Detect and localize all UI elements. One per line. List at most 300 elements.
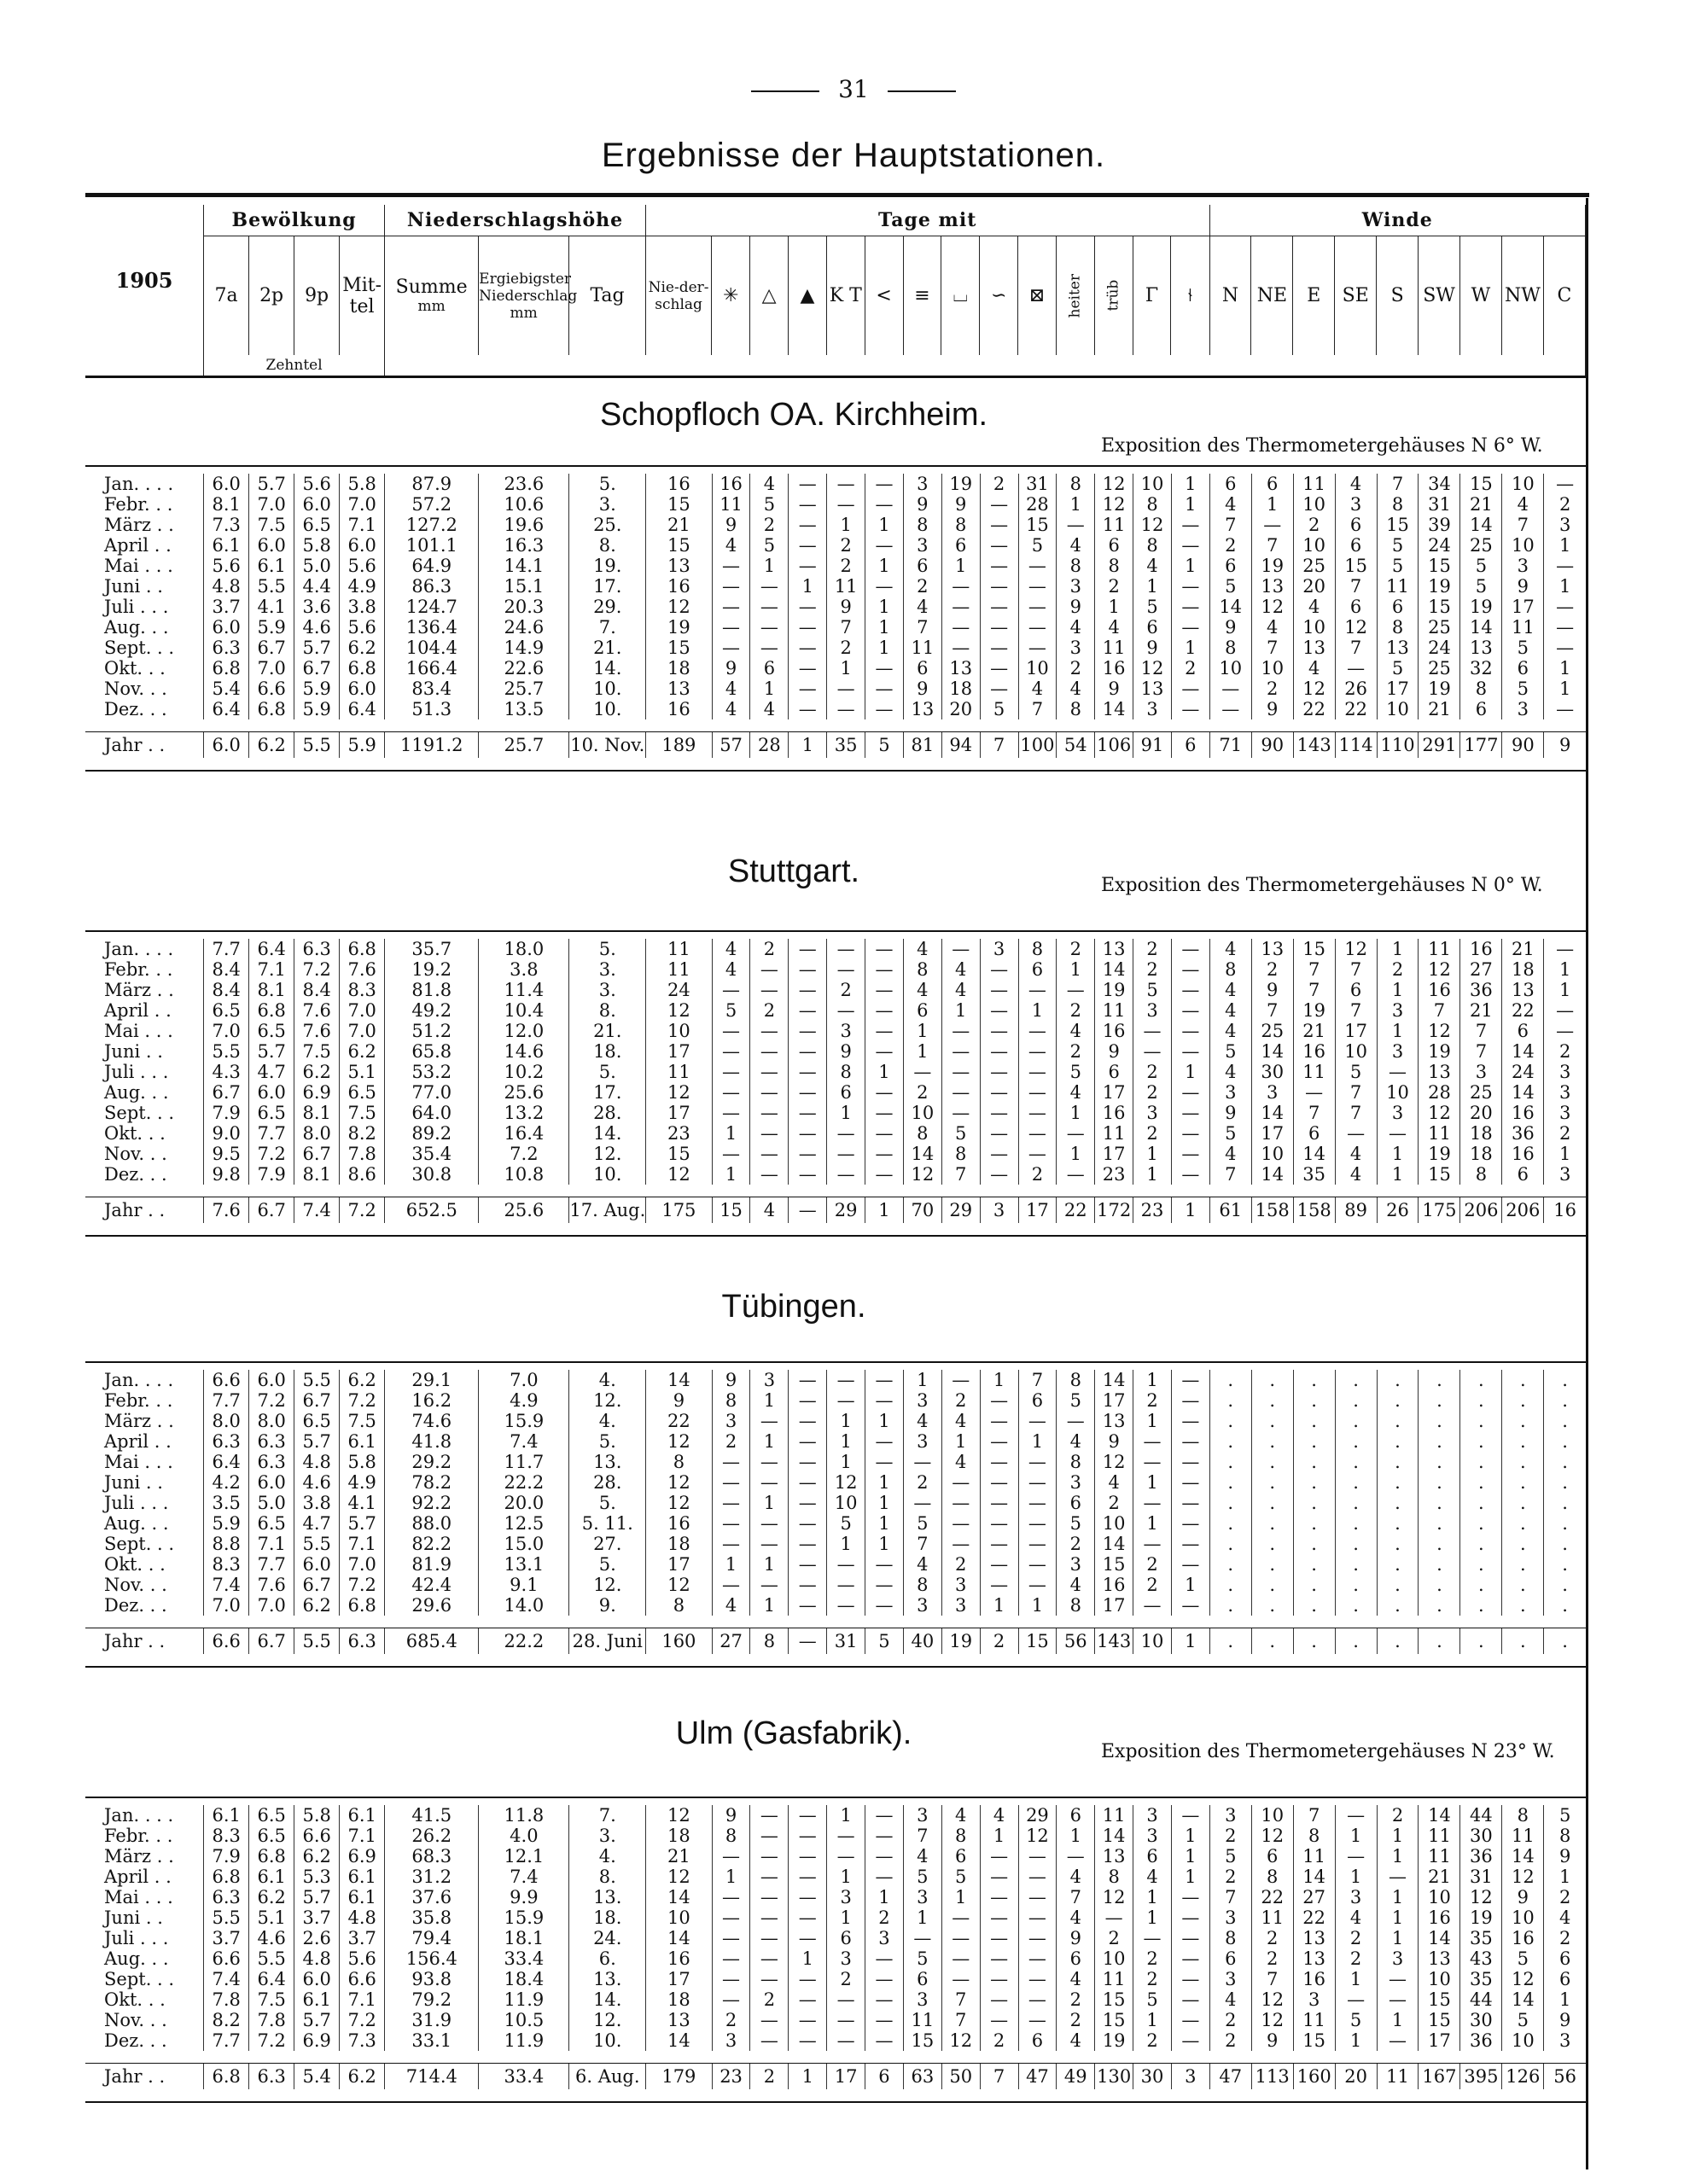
table-cell: — (865, 474, 904, 494)
table-cell: 8.1 (204, 494, 249, 515)
table-cell: 4.8 (204, 576, 249, 597)
table-cell: 3 (1209, 1082, 1251, 1103)
table-cell: 1 (1544, 678, 1586, 699)
table-cell: 1 (712, 1123, 750, 1144)
table-cell: . (1377, 1472, 1419, 1493)
month-label: Nov. . . (104, 678, 167, 699)
table-cell: 1 (1018, 1000, 1057, 1021)
table-cell: 15.0 (479, 1534, 569, 1554)
table-row (85, 658, 1586, 678)
table-row (85, 556, 1586, 576)
table-cell: . (1502, 1595, 1544, 1616)
table-cell: 22 (1293, 699, 1335, 719)
table-cell: . (1335, 1390, 1377, 1411)
table-cell: — (980, 1164, 1018, 1185)
table-cell: 2 (1133, 1575, 1172, 1595)
table-cell: 10 (1095, 1513, 1133, 1534)
table-cell: . (1377, 1431, 1419, 1452)
table-cell: 4 (1095, 617, 1133, 638)
table-cell: 10 (1502, 474, 1544, 494)
table-cell: 10. (569, 699, 646, 719)
table-cell: 14 (646, 1887, 712, 1907)
table-cell: 17 (646, 1969, 712, 1989)
table-cell: . (1209, 1628, 1251, 1655)
jahr-label: Jahr . . (85, 1197, 204, 1224)
month-label: Juli . . . (104, 1928, 169, 1948)
table-cell: — (712, 1846, 750, 1867)
table-cell: 12 (646, 1805, 712, 1826)
table-cell: 50 (941, 2064, 980, 2090)
table-cell: 20 (1460, 1103, 1502, 1123)
table-cell: 35 (827, 732, 865, 759)
table-cell: 4 (941, 980, 980, 1000)
table-cell: — (1171, 617, 1209, 638)
month-label: März . . (104, 515, 174, 535)
table-cell: 7.4 (479, 1431, 569, 1452)
table-cell: 9 (1544, 732, 1586, 759)
table-cell: — (712, 1082, 750, 1103)
month-label: März . . (104, 1411, 174, 1431)
table-cell: 179 (646, 2064, 712, 2090)
table-cell: 4 (980, 1805, 1018, 1826)
table-cell: 5.7 (249, 1041, 294, 1062)
table-cell: — (712, 576, 750, 597)
table-cell: 9 (1251, 2030, 1293, 2051)
table-cell: 6.8 (204, 1867, 249, 1887)
table-cell: . (1377, 1411, 1419, 1431)
table-cell: 10 (1209, 658, 1251, 678)
table-row (85, 2030, 1586, 2051)
table-cell: 11 (1095, 515, 1133, 535)
table-cell: — (865, 1452, 904, 1472)
table-cell: — (827, 1989, 865, 2010)
table-cell: 4 (1335, 1907, 1377, 1928)
table-cell: — (1171, 597, 1209, 617)
table-cell: — (865, 1103, 904, 1123)
jahr-label: Jahr . . (85, 1628, 204, 1655)
table-cell: . (1502, 1493, 1544, 1513)
table-cell: 12.0 (479, 1021, 569, 1041)
table-cell: 13. (569, 1887, 646, 1907)
table-cell: — (789, 1370, 827, 1390)
table-cell: 9.1 (479, 1575, 569, 1595)
table-cell: 2 (1095, 1928, 1133, 1948)
table-cell: 4 (941, 1452, 980, 1472)
table-cell: — (827, 1826, 865, 1846)
table-cell: 2 (1251, 1948, 1293, 1969)
table-cell: 7.0 (249, 1595, 294, 1616)
table-cell: 7 (980, 732, 1018, 759)
table-cell: . (1335, 1628, 1377, 1655)
table-cell: 10 (1419, 1887, 1460, 1907)
table-cell: 1 (1095, 597, 1133, 617)
table-cell: — (1377, 1989, 1419, 2010)
month-label: Mai . . . (104, 556, 173, 576)
table-cell: 1 (1544, 1867, 1586, 1887)
table-row (85, 1472, 1586, 1493)
table-cell: 189 (646, 732, 712, 759)
table-cell: — (789, 1575, 827, 1595)
table-cell: — (1057, 1846, 1095, 1867)
table-cell: 4 (1209, 494, 1251, 515)
table-cell: 14 (1460, 617, 1502, 638)
table-cell: 6 (903, 1969, 941, 1989)
table-cell: 4 (1057, 1907, 1095, 1928)
table-cell: — (941, 1062, 980, 1082)
table-cell: 8.0 (204, 1411, 249, 1431)
table-cell: — (980, 1062, 1018, 1082)
month-label: Okt. . . (104, 1989, 166, 2010)
table-cell: . (1460, 1452, 1502, 1472)
table-cell: 14 (903, 1144, 941, 1164)
table-cell: — (750, 1041, 789, 1062)
table-cell: — (789, 1867, 827, 1887)
table-cell: 12 (646, 1000, 712, 1021)
table-cell: 25 (1460, 535, 1502, 556)
table-cell: 78.2 (385, 1472, 479, 1493)
table-cell: 12 (1251, 1989, 1293, 2010)
table-cell: 6 (1095, 535, 1133, 556)
table-cell: 17 (1018, 1197, 1057, 1224)
table-cell: 1 (865, 1197, 904, 1224)
table-cell: 7.7 (249, 1554, 294, 1575)
table-cell: 1 (712, 1554, 750, 1575)
table-cell: 25 (1460, 1082, 1502, 1103)
col-fog: ≡ (903, 236, 941, 356)
table-cell: 1 (750, 556, 789, 576)
table-cell: 7.8 (340, 1144, 385, 1164)
table-cell: — (789, 597, 827, 617)
table-cell: — (750, 2010, 789, 2030)
table-cell: — (789, 1846, 827, 1867)
table-cell: 18 (646, 1989, 712, 2010)
table-cell: — (750, 1846, 789, 1867)
table-cell: 11 (1095, 638, 1133, 658)
table-cell: 1 (1544, 959, 1586, 980)
table-cell: 5.5 (249, 576, 294, 597)
table-cell: 2 (1133, 2030, 1172, 2051)
table-cell: . (1502, 1452, 1544, 1472)
table-cell: 6.3 (294, 939, 340, 959)
table-cell: . (1502, 1554, 1544, 1575)
table-cell: 7.0 (340, 1021, 385, 1041)
table-cell: 6.6 (204, 1628, 249, 1655)
table-cell: 8 (1502, 1805, 1544, 1826)
table-cell: 6 (1251, 474, 1293, 494)
table-cell: 3 (1057, 638, 1095, 658)
table-cell: 28. (569, 1103, 646, 1123)
column-header (85, 205, 1586, 376)
table-cell: 14 (1502, 1846, 1544, 1867)
table-cell: . (1377, 1370, 1419, 1390)
table-cell: 7.2 (294, 959, 340, 980)
table-cell: 4.7 (294, 1513, 340, 1534)
table-cell: . (1251, 1472, 1293, 1493)
table-cell: 19 (941, 474, 980, 494)
table-cell: 4 (750, 699, 789, 719)
table-cell: . (1460, 1472, 1502, 1493)
table-cell: 20 (1335, 2064, 1377, 2090)
table-cell: 160 (1293, 2064, 1335, 2090)
table-cell: 25.6 (479, 1197, 569, 1224)
table-cell: 3 (980, 939, 1018, 959)
table-cell: — (827, 1575, 865, 1595)
table-cell: — (865, 1575, 904, 1595)
table-cell: 11 (1293, 1062, 1335, 1082)
table-cell: — (980, 678, 1018, 699)
table-cell: — (865, 1805, 904, 1826)
month-label: März . . (104, 980, 174, 1000)
table-cell: 36 (1460, 980, 1502, 1000)
table-cell: 652.5 (385, 1197, 479, 1224)
table-cell: — (980, 980, 1018, 1000)
table-cell: 70 (903, 1197, 941, 1224)
col-frost: ⊠ (1018, 236, 1057, 356)
table-cell: 7 (1251, 535, 1293, 556)
table-cell: 3 (1293, 1989, 1335, 2010)
table-cell: 5.5 (204, 1907, 249, 1928)
table-cell: 17 (1419, 2030, 1460, 2051)
table-cell: 8.3 (204, 1826, 249, 1846)
table-cell: 5.9 (294, 699, 340, 719)
table-cell: . (1502, 1431, 1544, 1452)
table-cell: — (1171, 1431, 1209, 1452)
table-cell: . (1377, 1595, 1419, 1616)
table-cell: — (1171, 1472, 1209, 1493)
table-cell: 92.2 (385, 1493, 479, 1513)
table-cell: 1 (750, 1595, 789, 1616)
table-cell: — (1335, 1805, 1377, 1826)
table-cell: 4 (903, 1846, 941, 1867)
table-cell: . (1419, 1431, 1460, 1452)
table-cell: 32 (1460, 658, 1502, 678)
table-cell: — (865, 1000, 904, 1021)
table-cell: — (865, 1989, 904, 2010)
table-cell: — (980, 1082, 1018, 1103)
table-cell: — (750, 1887, 789, 1907)
table-cell: . (1251, 1554, 1293, 1575)
table-cell: 4.9 (479, 1390, 569, 1411)
table-cell: 14. (569, 1123, 646, 1144)
table-row (85, 1144, 1586, 1164)
table-cell: 12 (1095, 1452, 1133, 1472)
table-cell: 28. Juni (569, 1628, 646, 1655)
table-cell: 1 (1377, 1021, 1419, 1041)
table-cell: 9 (1544, 1846, 1586, 1867)
table-cell: 7.7 (204, 1390, 249, 1411)
month-label: Juni . . (104, 576, 163, 597)
table-cell: 1 (1018, 1595, 1057, 1616)
table-cell: 2 (1544, 1887, 1586, 1907)
table-cell: — (1057, 515, 1095, 535)
table-cell: 4.9 (340, 576, 385, 597)
month-label: Sept. . . (104, 1534, 175, 1554)
table-cell: 6 (1133, 1846, 1172, 1867)
table-cell: 22.2 (479, 1472, 569, 1493)
table-cell: — (789, 1021, 827, 1041)
table-cell: 27 (1293, 1887, 1335, 1907)
table-cell: . (1335, 1472, 1377, 1493)
table-cell: 5. (569, 1493, 646, 1513)
month-label: Aug. . . (104, 1082, 169, 1103)
table-cell: 28 (750, 732, 789, 759)
table-cell: — (1018, 1493, 1057, 1513)
table-cell: 18 (646, 1534, 712, 1554)
table-cell: 5.7 (294, 1887, 340, 1907)
table-cell: 1 (1133, 1164, 1172, 1185)
table-cell: 6.5 (249, 1103, 294, 1123)
table-cell: 8 (1377, 494, 1419, 515)
table-cell: 1 (1133, 1370, 1172, 1390)
table-cell: — (1018, 617, 1057, 638)
table-cell: 17 (1251, 1123, 1293, 1144)
table-cell: 12 (646, 1431, 712, 1452)
table-cell: 3 (903, 1390, 941, 1411)
table-cell: . (1544, 1370, 1586, 1390)
table-cell: 2 (1057, 939, 1095, 959)
table-cell: 81.8 (385, 980, 479, 1000)
table-cell: . (1335, 1370, 1377, 1390)
table-cell: — (712, 1103, 750, 1123)
table-cell: 18. (569, 1041, 646, 1062)
table-cell: — (865, 699, 904, 719)
table-cell: 1 (827, 1431, 865, 1452)
table-cell: — (1171, 1534, 1209, 1554)
table-cell: 7.2 (340, 2010, 385, 2030)
month-label: Febr. . . (104, 959, 173, 980)
table-cell: 7 (1251, 1000, 1293, 1021)
table-cell: 4.3 (204, 1062, 249, 1082)
table-cell: 3 (1209, 1805, 1251, 1826)
table-cell: — (865, 658, 904, 678)
table-cell: 7.2 (249, 1390, 294, 1411)
table-cell: — (865, 1370, 904, 1390)
table-cell: 29. (569, 597, 646, 617)
table-cell: 10 (1293, 535, 1335, 556)
table-cell: 2 (827, 556, 865, 576)
table-cell: — (980, 638, 1018, 658)
table-cell: 13 (1133, 678, 1172, 699)
table-cell: 7.0 (479, 1370, 569, 1390)
table-cell: 11 (1251, 1907, 1293, 1928)
table-cell: 156.4 (385, 1948, 479, 1969)
table-cell: — (750, 1472, 789, 1493)
table-cell: 3 (827, 1021, 865, 1041)
table-cell: 1 (980, 1370, 1018, 1390)
table-cell: 6.0 (249, 535, 294, 556)
table-cell: 8.1 (249, 980, 294, 1000)
table-cell: 23.6 (479, 474, 569, 494)
table-cell: 6.1 (249, 1867, 294, 1887)
table-cell: . (1251, 1431, 1293, 1452)
table-cell: — (980, 1867, 1018, 1887)
table-cell: 18 (1460, 1144, 1502, 1164)
table-cell: 6 (941, 1846, 980, 1867)
table-cell: 8 (1293, 1826, 1335, 1846)
table-cell: 5 (1377, 658, 1419, 678)
table-cell: 5 (1018, 535, 1057, 556)
table-cell: — (1171, 1000, 1209, 1021)
table-cell: 1 (1377, 980, 1419, 1000)
table-cell: 15 (1293, 939, 1335, 959)
table-cell: 1 (1377, 2010, 1419, 2030)
table-cell: 166.4 (385, 658, 479, 678)
table-cell: — (789, 535, 827, 556)
table-cell: — (712, 617, 750, 638)
table-cell: 40 (903, 1628, 941, 1655)
table-cell: 6.3 (249, 1431, 294, 1452)
table-cell: — (1335, 658, 1377, 678)
table-cell: . (1544, 1493, 1586, 1513)
table-cell: 7.2 (249, 2030, 294, 2051)
station-table (85, 474, 1586, 758)
table-cell: 4.8 (294, 1452, 340, 1472)
table-cell: 6.4 (204, 699, 249, 719)
table-cell: . (1377, 1534, 1419, 1554)
table-cell: 5 (1460, 556, 1502, 576)
table-cell: 8 (712, 1390, 750, 1411)
table-cell: — (980, 535, 1018, 556)
table-cell: . (1419, 1390, 1460, 1411)
section-rule (85, 930, 1586, 932)
table-cell: 2 (1057, 658, 1095, 678)
table-cell: — (1018, 1472, 1057, 1493)
table-cell: 3 (903, 1595, 941, 1616)
table-cell: 11 (1502, 617, 1544, 638)
table-cell: 6.7 (294, 658, 340, 678)
table-cell: 35 (1460, 1969, 1502, 1989)
table-cell: . (1335, 1595, 1377, 1616)
table-cell: 31.2 (385, 1867, 479, 1887)
table-cell: 10.4 (479, 1000, 569, 1021)
zehntel-unit: Zehntel (204, 355, 385, 376)
table-cell: — (1377, 1867, 1419, 1887)
table-cell: 24 (646, 980, 712, 1000)
table-cell: 6.9 (340, 1846, 385, 1867)
table-cell: 15 (646, 638, 712, 658)
table-cell: 6.2 (340, 1041, 385, 1062)
table-cell: 8.0 (294, 1123, 340, 1144)
table-cell: — (789, 1969, 827, 1989)
table-cell: 6.7 (294, 1575, 340, 1595)
table-cell: 16 (1095, 1103, 1133, 1123)
table-cell: 8 (1460, 1164, 1502, 1185)
table-cell: 6 (941, 535, 980, 556)
table-cell: . (1293, 1575, 1335, 1595)
table-cell: 1 (1133, 1887, 1172, 1907)
table-cell: — (1209, 678, 1251, 699)
section-bottom-rule (85, 1235, 1586, 1237)
table-cell: — (1018, 1928, 1057, 1948)
table-cell: — (750, 959, 789, 980)
table-row (85, 678, 1586, 699)
table-cell: 7.2 (340, 1197, 385, 1224)
table-cell: — (750, 1826, 789, 1846)
table-cell: — (941, 1969, 980, 1989)
table-cell: 7.0 (249, 494, 294, 515)
table-cell: 10 (646, 1021, 712, 1041)
table-cell: 1 (1171, 1575, 1209, 1595)
table-cell: 10 (1377, 699, 1419, 719)
table-cell: 1 (1251, 494, 1293, 515)
table-cell: 35 (1293, 1164, 1335, 1185)
table-cell: . (1377, 1628, 1419, 1655)
table-cell: 3.6 (294, 597, 340, 617)
table-cell: — (941, 638, 980, 658)
table-cell: 8 (1057, 1595, 1095, 1616)
table-row (85, 1989, 1586, 2010)
table-cell: 7.5 (340, 1411, 385, 1431)
